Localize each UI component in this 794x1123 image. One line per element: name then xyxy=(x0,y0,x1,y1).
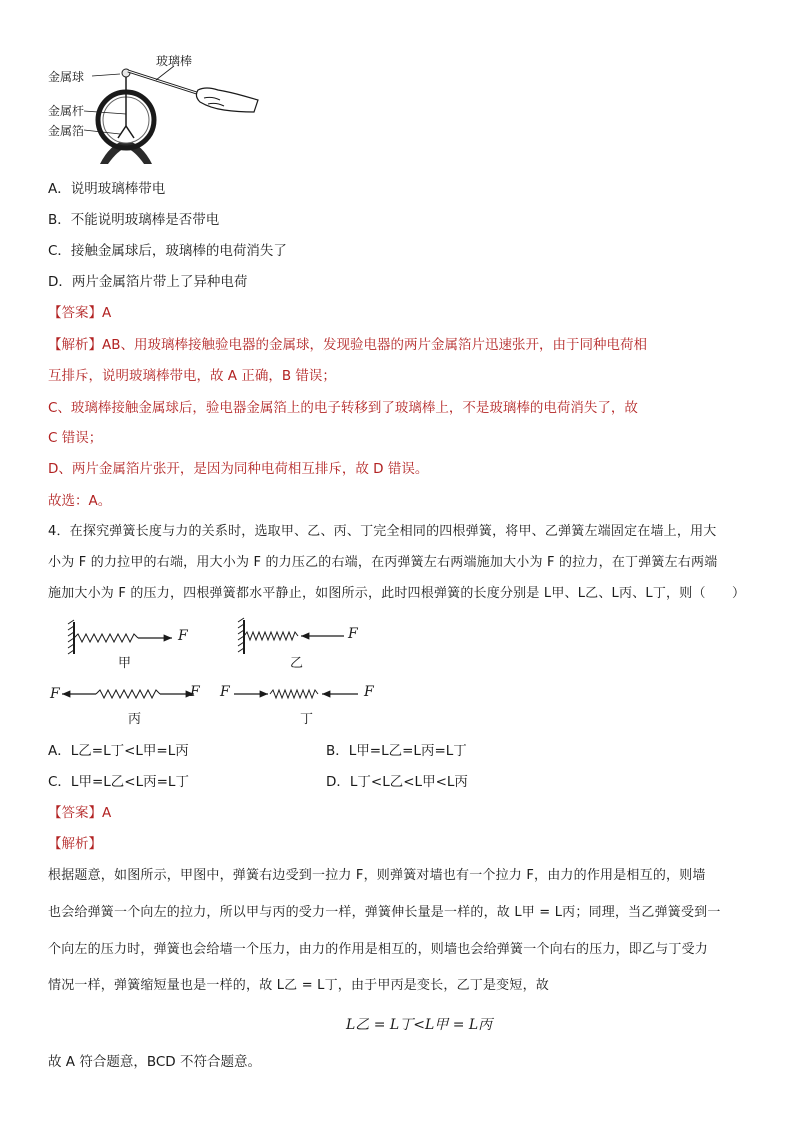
q4-conclusion: 故 A 符合题意，BCD 不符合题意。 xyxy=(48,1054,261,1070)
q3-conclusion: 故选：A。 xyxy=(48,493,112,509)
q4-stem-line: 施加大小为 F 的压力，四根弹簧都水平静止，如图所示，此时四根弹簧的长度分别是 L甲、L乙、L丙、L丁，则（ ） xyxy=(48,586,746,601)
force-label-ding-left: F xyxy=(220,684,230,700)
force-label-bing-right: F xyxy=(190,684,200,700)
electroscope-figure xyxy=(48,52,263,167)
q4-option-d: D．L丁<L乙<L甲<L丙 xyxy=(326,774,468,790)
caption-bing: 丙 xyxy=(128,712,142,727)
force-label-jia: F xyxy=(178,628,188,644)
q4-analysis-line: 情况一样，弹簧缩短量也是一样的，故 L乙 = L丁，由于甲丙是变长，乙丁是变短，故 xyxy=(48,978,549,993)
caption-jia: 甲 xyxy=(118,656,132,671)
force-label-bing-left: F xyxy=(50,686,60,702)
q3-analysis-line: C、玻璃棒接触金属球后，验电器金属箔上的电子转移到了玻璃棒上，不是玻璃棒的电荷消失了，故 xyxy=(48,400,638,416)
q3-analysis-line: 【解析】AB、用玻璃棒接触验电器的金属球，发现验电器的两片金属箔片迅速张开，由于同种电荷相 xyxy=(48,337,647,353)
label-metal-pole: 金属杆 xyxy=(48,104,85,118)
q4-formula: L乙 = L丁<L甲 = L丙 xyxy=(346,1017,493,1033)
q3-option-d: D．两片金属箔片带上了异种电荷 xyxy=(48,274,248,290)
label-glass-rod: 玻璃棒 xyxy=(156,54,193,68)
q4-stem-line: 小为 F 的力拉甲的右端，用大小为 F 的力压乙的右端，在丙弹簧左右两端施加大小为 F 的拉力，在丁弹簧左右两端 xyxy=(48,555,718,570)
caption-ding: 丁 xyxy=(300,712,314,727)
q4-answer: 【答案】A xyxy=(48,805,112,821)
springs-figure xyxy=(44,612,384,727)
q3-analysis-line: 互排斥，说明玻璃棒带电，故 A 正确，B 错误； xyxy=(48,368,336,384)
force-label-yi: F xyxy=(348,626,358,642)
caption-yi: 乙 xyxy=(290,656,304,671)
q4-analysis-line: 也会给弹簧一个向左的拉力，所以甲与丙的受力一样，弹簧伸长量是一样的，故 L甲 = L丙；同理，当乙弹簧受到一 xyxy=(48,905,721,920)
label-metal-ball: 金属球 xyxy=(48,70,85,84)
q4-option-b: B．L甲=L乙=L丙=L丁 xyxy=(326,743,467,759)
q3-answer: 【答案】A xyxy=(48,305,112,321)
q3-option-c: C．接触金属球后，玻璃棒的电荷消失了 xyxy=(48,243,287,259)
q4-option-a: A．L乙=L丁<L甲=L丙 xyxy=(48,743,189,759)
q4-stem-line: 4．在探究弹簧长度与力的关系时，选取甲、乙、丙、丁完全相同的四根弹簧，将甲、乙弹簧左端固定在墙上，用大 xyxy=(48,524,717,539)
q4-analysis-line: 根据题意，如图所示，甲图中，弹簧右边受到一拉力 F，则弹簧对墙也有一个拉力 F，由力的作用是相互的，则墙 xyxy=(48,868,706,883)
q4-analysis-tag: 【解析】 xyxy=(48,836,102,852)
q3-analysis-line: C 错误； xyxy=(48,430,103,446)
q3-option-a: A．说明玻璃棒带电 xyxy=(48,181,166,197)
force-label-ding-right: F xyxy=(364,684,374,700)
springs-drawing xyxy=(44,612,384,727)
q3-analysis-line: D、两片金属箔片张开，是因为同种电荷相互排斥，故 D 错误。 xyxy=(48,461,429,477)
q4-analysis-line: 个向左的压力时，弹簧也会给墙一个压力，由力的作用是相互的，则墙也会给弹簧一个向右的压力，即乙与丁受力 xyxy=(48,942,709,957)
q3-option-b: B．不能说明玻璃棒是否带电 xyxy=(48,212,220,228)
q4-option-c: C．L甲=L乙<L丙=L丁 xyxy=(48,774,189,790)
label-metal-foil: 金属箔 xyxy=(48,124,85,138)
